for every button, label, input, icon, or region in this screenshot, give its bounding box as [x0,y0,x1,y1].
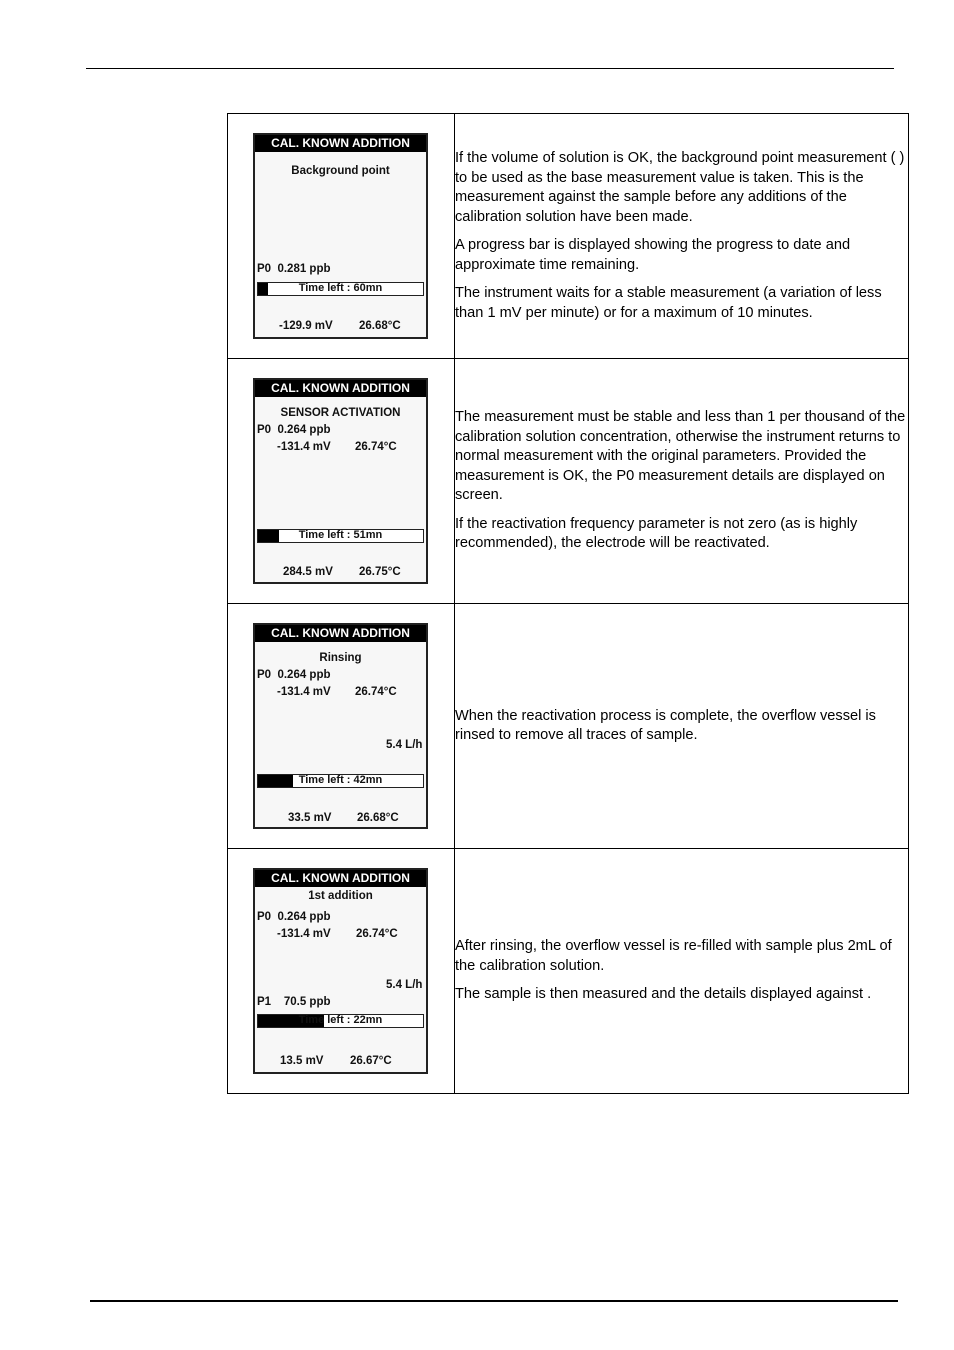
lcd-p0-temp: 26.74°C [356,928,398,940]
lcd-header: CAL. KNOWN ADDITION [255,135,426,152]
lcd-p0-mv: -131.4 mV [277,441,331,453]
lcd-mv: 284.5 mV [283,566,333,578]
lcd-p0-temp: 26.74°C [355,441,397,453]
lcd-title: SENSOR ACTIVATION [280,407,401,419]
lcd-p0: P0 0.264 ppb [257,424,331,436]
table-row [228,849,909,1094]
paragraph: When the reactivation process is complete, the overflow vessel is rinsed to remove all traces of sample. [455,707,876,743]
lcd-p1: P1 70.5 ppb [257,996,331,1008]
lcd-p0: P0 0.281 ppb [257,263,331,275]
lcd-mv: 13.5 mV [280,1055,324,1067]
lcd-temp: 26.75°C [359,566,401,578]
lcd-p0: P0 0.264 ppb [257,669,331,681]
lcd-temp: 26.68°C [359,320,401,332]
description-cell [455,114,909,359]
progress-label: Time left : 60mn [298,282,383,294]
description-cell [455,359,909,604]
paragraph: A progress bar is displayed showing the progress to date and approximate time remaining. [455,237,851,273]
lcd-header: CAL. KNOWN ADDITION [255,625,426,642]
screen-cell [228,114,455,359]
paragraph: The sample is then measured and the details displayed against . [455,986,872,1003]
paragraph: If the volume of solution is OK, the background point measurement ( ) to be used as the base measurement value is taken. This is the measurement against the sample before any additions of the calibration solution have been made. [455,150,905,225]
lcd-mv: 33.5 mV [288,812,332,824]
lcd-screen [253,623,428,829]
lcd-mv: -129.9 mV [279,320,333,332]
lcd-title: 1st addition [308,890,373,902]
lcd-p0-temp: 26.74°C [355,686,397,698]
lcd-header: CAL. KNOWN ADDITION [255,380,426,397]
lcd-temp: 26.68°C [357,812,399,824]
paragraph: The instrument waits for a stable measurement (a variation of less than 1 mV per minute) or for a maximum of 10 minutes. [455,285,882,321]
table-row [228,604,909,849]
lcd-p0: P0 0.264 ppb [257,911,331,923]
paragraph: After rinsing, the overflow vessel is re-filled with sample plus 2mL of the calibration solution. [455,938,892,974]
screen-cell [228,604,455,849]
lcd-header: CAL. KNOWN ADDITION [255,870,426,887]
lcd-flow: 5.4 L/h [386,739,423,751]
lcd-title: Rinsing [319,652,362,664]
lcd-flow: 5.4 L/h [386,979,423,991]
progress-bar [257,1014,424,1028]
screen-cell [228,359,455,604]
paragraph: If the reactivation frequency parameter is not zero (as is highly recommended), the electrode will be reactivated. [455,515,858,552]
progress-bar [257,529,424,543]
progress-label: Time left : 22mn [298,1014,383,1026]
lcd-temp: 26.67°C [350,1055,392,1067]
progress-label: Time left : 51mn [298,529,383,541]
progress-label: Time left : 42mn [298,774,383,786]
screen-cell [228,849,455,1094]
table-row [228,359,909,604]
lcd-title: Background point [291,165,390,177]
procedure-table [227,113,909,1094]
progress-bar [257,282,424,296]
progress-bar [257,774,424,788]
header-rule [86,68,894,69]
table-row [228,114,909,359]
description-cell [455,849,909,1094]
lcd-screen [253,133,428,339]
footer-rule [90,1300,898,1302]
description-cell [455,604,909,849]
lcd-screen [253,378,428,584]
lcd-screen [253,868,428,1074]
lcd-p0-mv: -131.4 mV [277,686,331,698]
lcd-p0-mv: -131.4 mV [277,928,331,940]
paragraph: The measurement must be stable and less than 1 per thousand of the calibration solution concentration, otherwise the instrument returns to normal measurement with the original parameters. Provided the measurement is OK, the P0 measurement details are displayed on screen. [455,409,906,504]
